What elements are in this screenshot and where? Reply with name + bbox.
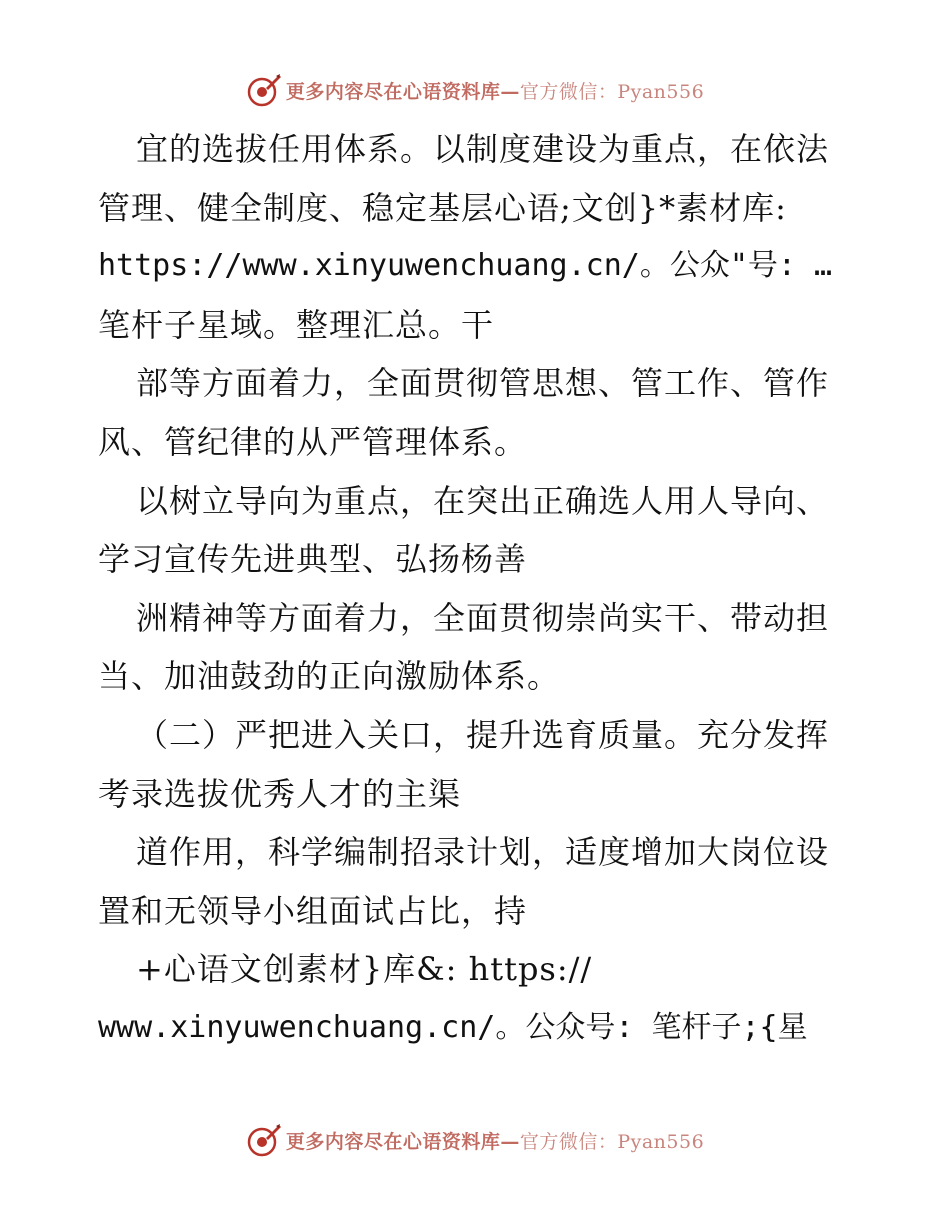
body-line: 管理、健全制度、稳定基层心语;文创}*素材库: <box>98 188 787 227</box>
header-banner <box>0 70 950 110</box>
footer-banner <box>0 1120 950 1160</box>
body-line: www.xinyuwenchuang.cn/。公众号: 笔杆子;{星 <box>98 1009 808 1045</box>
header-promo-text: 更多内容尽在心语资料库— <box>285 80 520 103</box>
body-line: 洲精神等方面着力，全面贯彻崇尚实干、带动担 <box>136 598 830 637</box>
pen-logo-icon <box>246 72 282 108</box>
footer-promo-text: 更多内容尽在心语资料库— <box>285 1130 520 1153</box>
body-line: 学习宣传先进典型、弘扬杨善 <box>98 540 528 579</box>
pen-logo-icon <box>246 1122 282 1158</box>
body-line: https://www.xinyuwenchuang.cn/。公众"号: … <box>98 248 833 284</box>
body-line: （二）严把进入关口，提升选育质量。充分发挥 <box>136 715 830 754</box>
body-line: 置和无领导小组面试占比，持 <box>98 891 528 930</box>
body-line: 笔杆子星域。整理汇总。干 <box>98 305 495 344</box>
body-line: 部等方面着力，全面贯彻管思想、管工作、管作 <box>136 364 830 403</box>
header-wechat-text: 官方微信：Pyan556 <box>519 80 705 103</box>
body-line: 道作用，科学编制招录计划，适度增加大岗位设 <box>136 833 830 872</box>
body-line: +心语文创素材}库&: https:// <box>136 950 593 989</box>
body-line: 宜的选拔任用体系。以制度建设为重点，在依法 <box>136 130 830 168</box>
body-line: 考录选拔优秀人才的主渠 <box>98 774 462 813</box>
body-line: 当、加油鼓劲的正向激励体系。 <box>98 657 561 696</box>
document-body <box>98 120 858 1058</box>
body-line: 风、管纪律的从严管理体系。 <box>98 422 528 461</box>
body-line: 以树立导向为重点，在突出正确选人用人导向、 <box>136 481 830 520</box>
footer-wechat-text: 官方微信：Pyan556 <box>519 1130 705 1153</box>
